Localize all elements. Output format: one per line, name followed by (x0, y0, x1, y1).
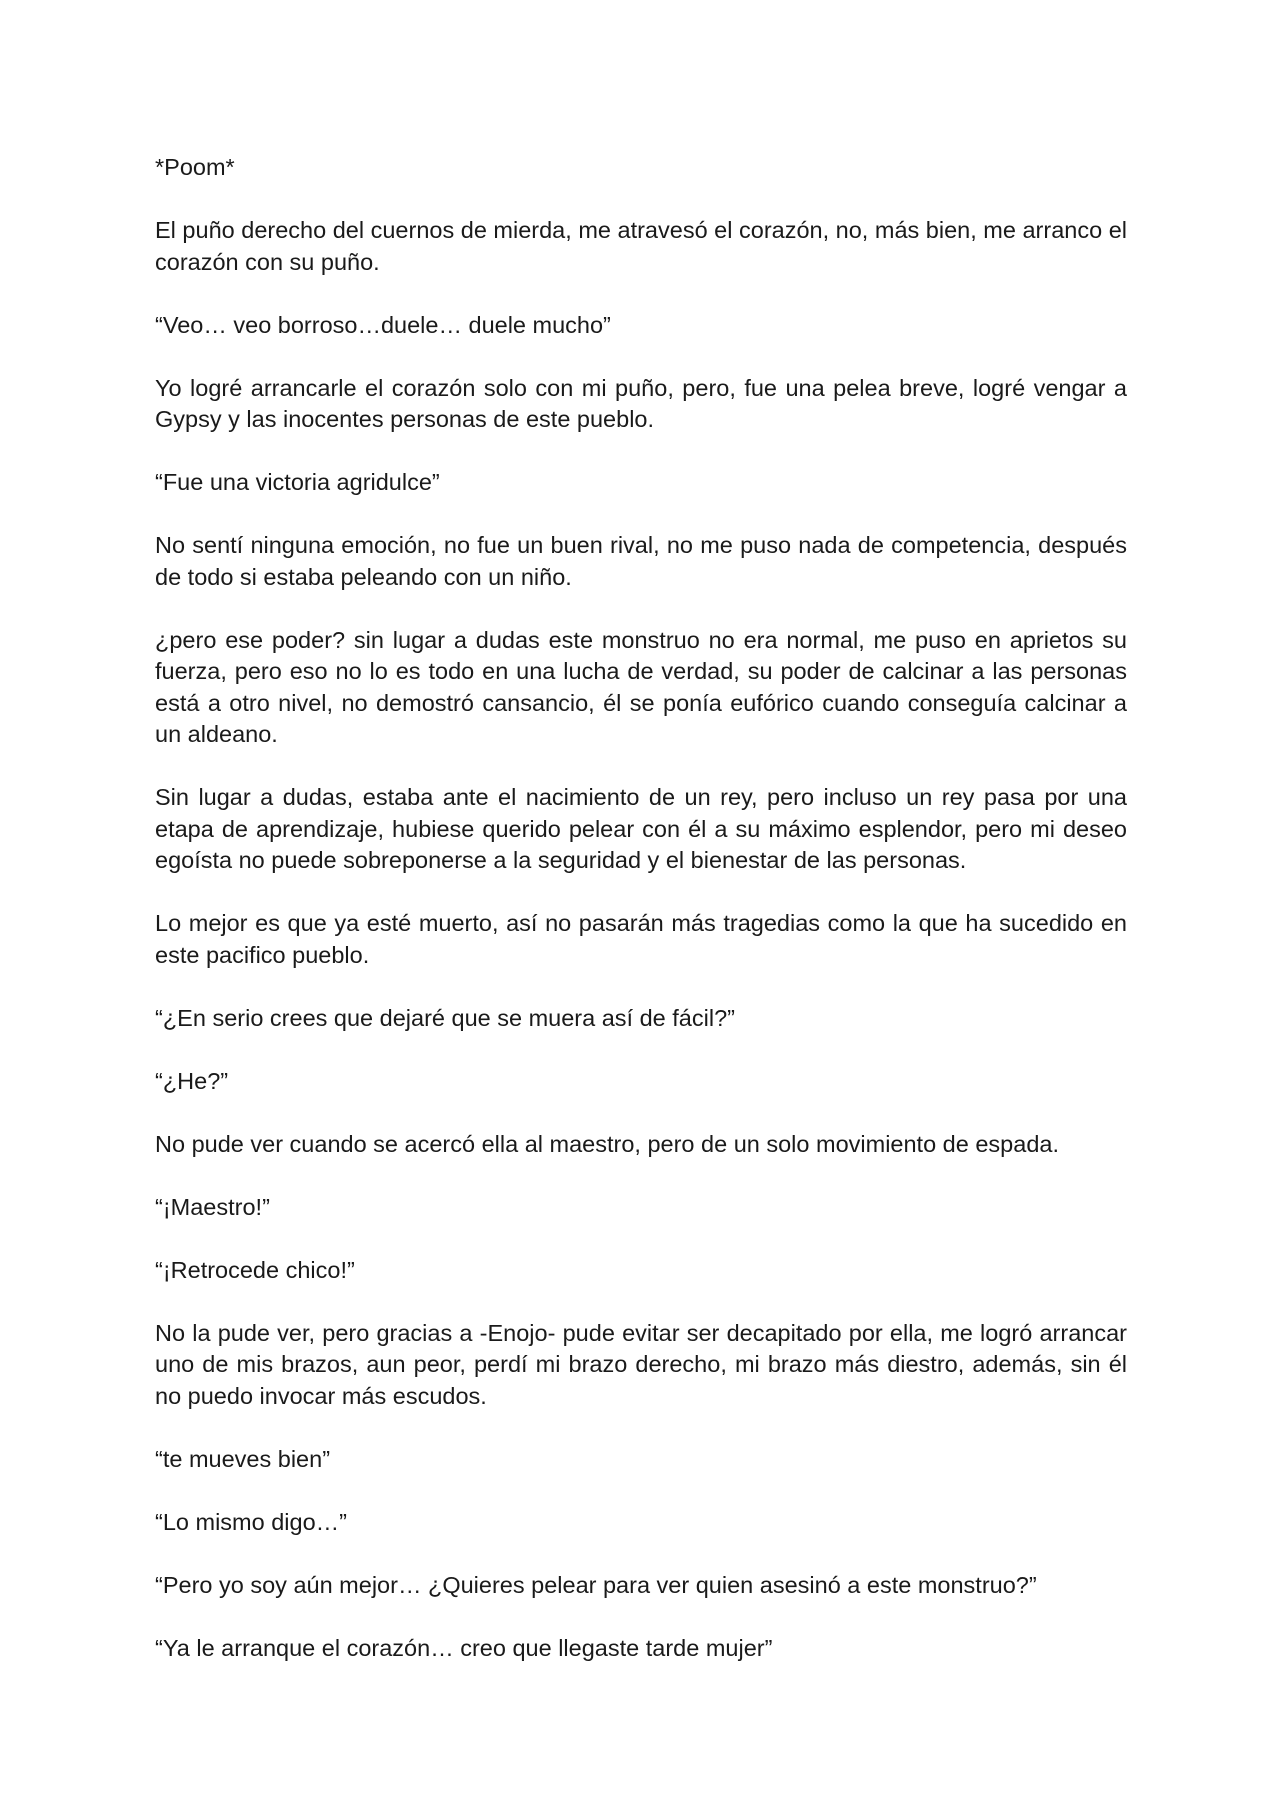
paragraph-16: “te mueves bien” (155, 1445, 331, 1472)
paragraph-3: “Veo… veo borroso…duele… duele mucho” (155, 311, 611, 338)
paragraph-19: “Ya le arranque el corazón… creo que llegaste tarde mujer” (155, 1634, 773, 1661)
paragraph-11: “¿He?” (155, 1067, 229, 1094)
paragraph-5: “Fue una victoria agridulce” (155, 469, 440, 495)
paragraph-15: No la pude ver, pero gracias a -Enojo- pude evitar ser decapitado por ella, me logró arrancar uno de mis brazos, aun peor, perdí mi brazo derecho, mi brazo más diestro, además, sin él no puedo invocar más escudos. (155, 1319, 1127, 1409)
paragraph-12: No pude ver cuando se acercó ella al maestro, pero de un solo movimiento de espada. (155, 1130, 1059, 1157)
paragraph-6: No sentí ninguna emoción, no fue un buen rival, no me puso nada de competencia, después de todo si estaba peleando con un niño. (155, 532, 1127, 590)
paragraph-4: Yo logré arrancarle el corazón solo con mi puño, pero, fue una pelea breve, logré vengar a Gypsy y las inocentes personas de este pueblo. (155, 374, 1127, 432)
paragraph-10: “¿En serio crees que dejaré que se muera así de fácil?” (155, 1004, 735, 1031)
paragraph-2: El puño derecho del cuernos de mierda, me atravesó el corazón, no, más bien, me arranco el corazón con su puño. (155, 217, 1127, 275)
paragraph-17: “Lo mismo digo…” (155, 1508, 347, 1535)
paragraph-8: Sin lugar a dudas, estaba ante el nacimiento de un rey, pero incluso un rey pasa por una etapa de aprendizaje, hubiese querido pelear con él a su máximo esplendor, pero mi deseo egoísta no puede sobreponerse a la seguridad y el bienestar de las personas. (155, 784, 1127, 873)
paragraph-7: ¿pero ese poder? sin lugar a dudas este monstruo no era normal, me puso en aprietos su fuerza, pero eso no lo es todo en una lucha de verdad, su poder de calcinar a las personas está a otro nivel, no demostró cansancio, él se ponía eufórico cuando conseguía calcinar a un aldeano. (155, 626, 1127, 747)
document-body (155, 152, 1127, 1696)
paragraph-9: Lo mejor es que ya esté muerto, así no pasarán más tragedias como la que ha sucedido en este pacifico pueblo. (155, 910, 1127, 968)
paragraph-1: *Poom* (155, 154, 235, 180)
paragraph-14: “¡Retrocede chico!” (155, 1256, 355, 1283)
paragraph-18: “Pero yo soy aún mejor… ¿Quieres pelear para ver quien asesinó a este monstruo?” (155, 1571, 1037, 1598)
paragraph-13: “¡Maestro!” (155, 1193, 270, 1220)
